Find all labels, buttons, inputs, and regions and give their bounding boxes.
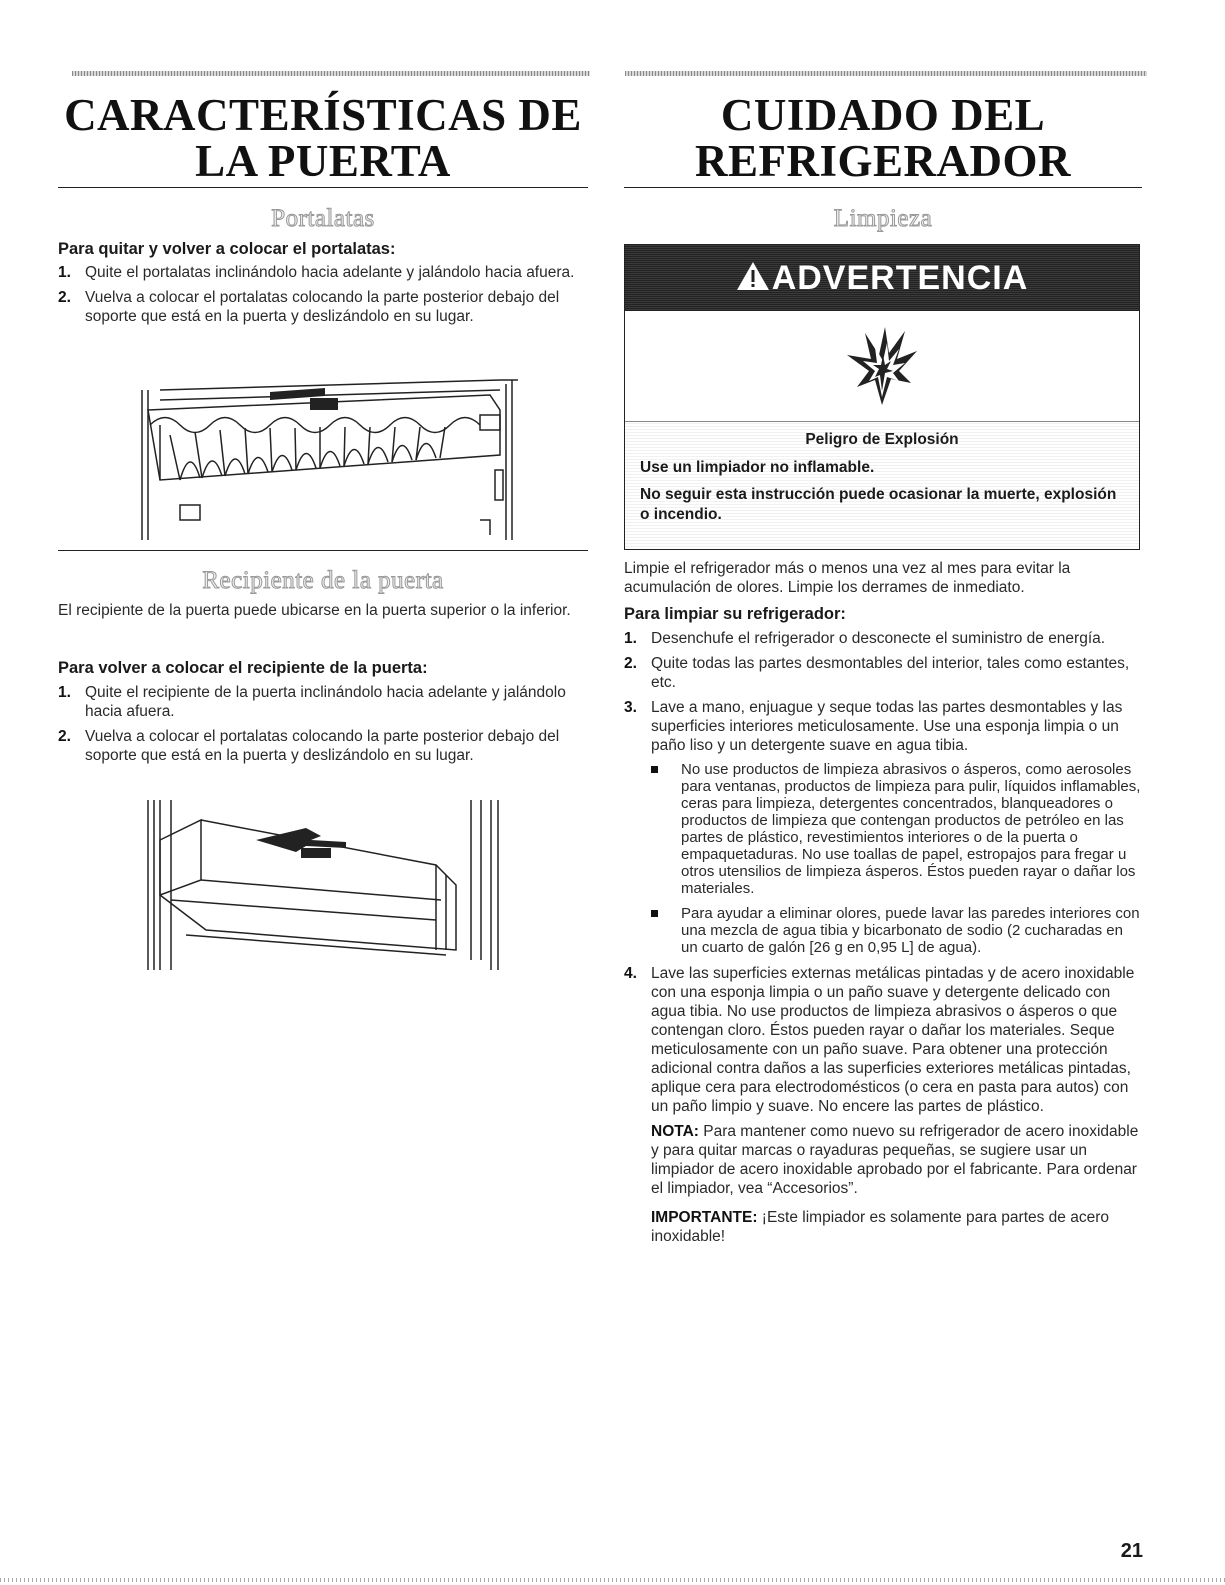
step-number: 2. — [58, 728, 71, 745]
list-item — [58, 727, 588, 765]
list-item: Para ayudar a eliminar olores, puede lavar las paredes interiores con una mezcla de agua tibia y bicarbonato de sodio (2 cucharadas en un cuarto de galón [26 g en 0,95 L] de agua). — [651, 905, 1142, 956]
note-paragraph — [651, 1122, 1142, 1198]
section-title-limpieza: Limpieza — [833, 205, 933, 232]
door-bin-illustration — [146, 800, 516, 975]
left-title-line-1: CARACTERÍSTICAS DE — [64, 90, 582, 140]
important-label: IMPORTANTE: — [651, 1209, 758, 1226]
step-text: Lave las superficies externas metálicas pintadas y de acero inoxidable con una esponja limpia o un paño suave y detergente delicado con agua tibia. No use productos de limpieza abrasivos o ásperos o que contengan cloro. Éstos pueden rayar o dañar los materiales. Seque meticulosamente con un paño suave. Para obtener una protección adicional contra daños a las superficies exteriores metálicas pintadas, aplique cera para electrodomésticos (o cera en pasta para autos) con un paño limpio y suave. No encere las partes de plástico. — [651, 965, 1135, 1115]
left-title-line-2: LA PUERTA — [195, 136, 451, 186]
can-rack-illustration — [140, 370, 520, 540]
warning-header-label: ADVERTENCIA — [771, 258, 1029, 297]
right-column — [624, 0, 1142, 1585]
section-divider-left — [58, 550, 588, 551]
warning-message — [625, 423, 1139, 549]
step-number: 4. — [624, 965, 637, 982]
recipiente-intro: El recipiente de la puerta puede ubicarse en la puerta superior o la inferior. — [58, 602, 571, 619]
step-text: Vuelva a colocar el portalatas colocando la parte posterior debajo del soporte que está en la puerta y deslizándolo en su lugar. — [85, 728, 560, 764]
warning-header — [625, 245, 1139, 311]
limpieza-intro: Limpie el refrigerador más o menos una vez al mes para evitar la acumulación de olores. Limpie los derrames de inmediato. — [624, 560, 1071, 596]
list-item — [624, 629, 1142, 648]
warning-line-1: Use un limpiador no inflamable. — [640, 459, 875, 476]
right-page-title — [624, 92, 1142, 184]
step-number: 1. — [58, 684, 71, 701]
right-title-line-2: REFRIGERADOR — [694, 136, 1072, 186]
list-item — [624, 698, 1142, 956]
right-title-rule — [624, 187, 1142, 188]
section-title-portalatas: Portalatas — [271, 205, 375, 232]
note-label: NOTA: — [651, 1123, 699, 1140]
warning-triangle-icon — [736, 261, 770, 296]
list-item — [58, 263, 588, 282]
explosion-icon — [845, 325, 919, 405]
list-item: No use productos de limpieza abrasivos o ásperos, como aerosoles para ventanas, productos de limpieza para pulir, líquidos inflamables, ceras para limpieza, detergentes concentrados, blanqueadores o productos de limpieza que contengan productos de petróleo en las partes de plástico, revestimientos interiores o de la puerta o empaquetaduras. No use toallas de papel, estropajos para fregar u otros utensilios de limpieza ásperos. Éstos pueden rayar o dañar los materiales. — [651, 761, 1142, 897]
step-text: Lave a mano, enjuague y seque todas las partes desmontables y las superficies interiores meticulosamente. Use una esponja limpia o un paño liso y un detergente suave en agua tibia. — [651, 699, 1123, 754]
step-text: Quite el portalatas inclinándolo hacia adelante y jalándolo hacia afuera. — [85, 264, 575, 281]
list-item — [58, 288, 588, 326]
recipiente-steps — [58, 683, 588, 771]
portalatas-steps — [58, 263, 588, 332]
step-number: 2. — [624, 655, 637, 672]
portalatas-subhead: Para quitar y volver a colocar el portalatas: — [58, 240, 396, 258]
step-number: 1. — [624, 630, 637, 647]
step-text: Quite todas las partes desmontables del interior, tales como estantes, etc. — [651, 655, 1130, 691]
cleaning-bullets — [651, 761, 1142, 956]
warning-line-2: No seguir esta instrucción puede ocasionar la muerte, explosión o incendio. — [640, 486, 1117, 523]
step-number: 3. — [624, 699, 637, 716]
warning-box — [624, 244, 1140, 550]
note-text: Para mantener como nuevo su refrigerador de acero inoxidable y para quitar marcas o rayaduras pequeñas, se sugiere usar un limpiador de acero inoxidable aprobado por el fabricante. Para ordenar el limpiador, vea “Accesorios”. — [651, 1123, 1139, 1197]
left-page-title — [58, 92, 588, 184]
left-column — [58, 0, 588, 1585]
right-title-line-1: CUIDADO DEL — [720, 90, 1046, 140]
warning-hazard: Peligro de Explosión — [805, 431, 959, 448]
page-number: 21 — [1120, 1540, 1143, 1562]
step-text: Vuelva a colocar el portalatas colocando la parte posterior debajo del soporte que está en la puerta y deslizándolo en su lugar. — [85, 289, 560, 325]
warning-symbol-area — [625, 311, 1139, 422]
list-item — [624, 654, 1142, 692]
recipiente-subhead: Para volver a colocar el recipiente de la puerta: — [58, 659, 428, 677]
list-item — [624, 964, 1142, 1246]
step-text: Quite el recipiente de la puerta inclinándolo hacia adelante y jalándolo hacia afuera. — [85, 684, 566, 720]
step-text: Desenchufe el refrigerador o desconecte el suministro de energía. — [651, 630, 1106, 647]
list-item — [58, 683, 588, 721]
step-number: 1. — [58, 264, 71, 281]
limpieza-steps — [624, 629, 1142, 1252]
section-title-recipiente: Recipiente de la puerta — [202, 567, 444, 594]
important-text: ¡Este limpiador es solamente para partes de acero inoxidable! — [651, 1209, 1109, 1245]
important-paragraph — [651, 1208, 1142, 1246]
bottom-edge — [0, 1578, 1225, 1582]
step-number: 2. — [58, 289, 71, 306]
left-title-rule — [58, 187, 588, 188]
limpieza-subhead: Para limpiar su refrigerador: — [624, 605, 846, 623]
